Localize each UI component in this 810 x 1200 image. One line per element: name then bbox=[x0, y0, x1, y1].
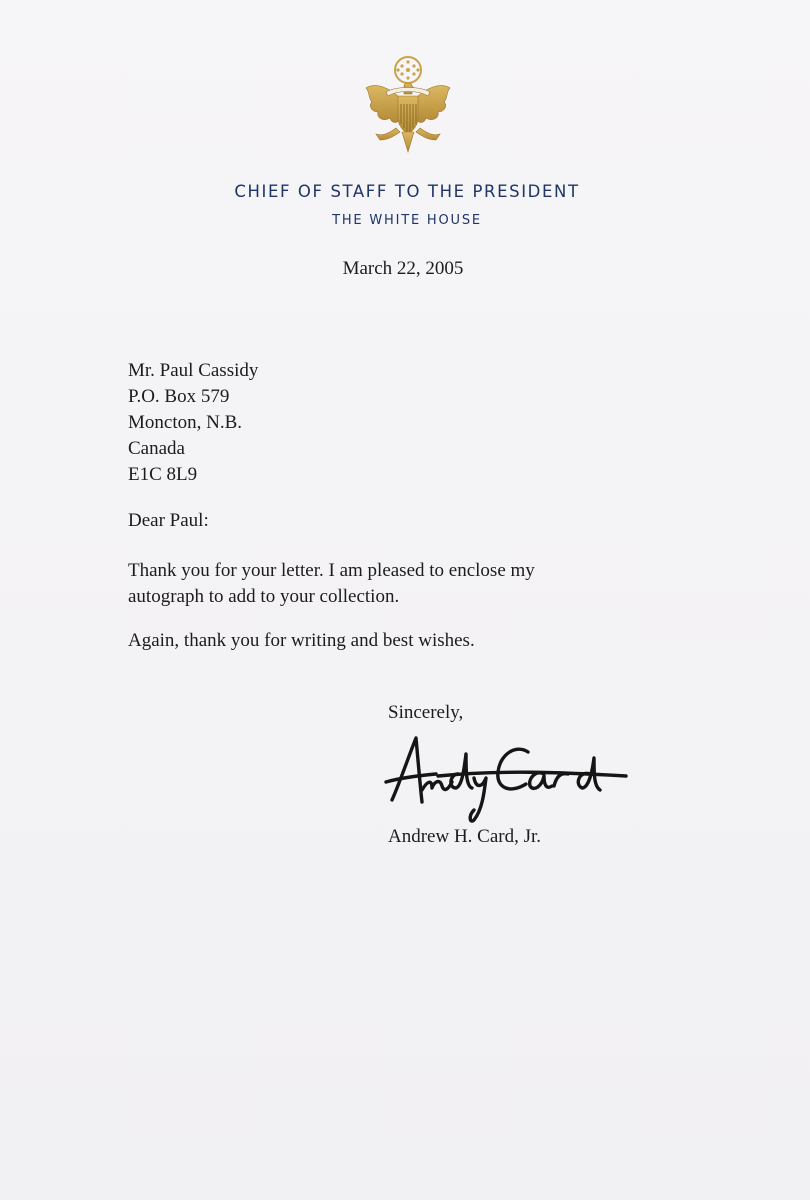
recipient-city: Moncton, N.B. bbox=[128, 412, 242, 433]
recipient-name: Mr. Paul Cassidy bbox=[128, 360, 259, 381]
body-paragraph-1 bbox=[128, 558, 535, 610]
recipient-country: Canada bbox=[128, 438, 185, 459]
body-line: Thank you for your letter. I am pleased to enclose my bbox=[128, 560, 535, 581]
salutation: Dear Paul: bbox=[128, 510, 209, 531]
body-line: Again, thank you for writing and best wishes. bbox=[128, 630, 475, 651]
recipient-postal-code: E1C 8L9 bbox=[128, 464, 198, 485]
body-line: autograph to add to your collection. bbox=[128, 586, 400, 607]
signer-name: Andrew H. Card, Jr. bbox=[388, 826, 542, 847]
body-paragraph-2 bbox=[128, 630, 475, 652]
office-title: CHIEF OF STAFF TO THE PRESIDENT bbox=[234, 182, 580, 201]
handwritten-signature-icon bbox=[378, 730, 638, 830]
office-subtitle: THE WHITE HOUSE bbox=[332, 213, 482, 228]
presidential-seal-icon bbox=[360, 52, 456, 162]
closing: Sincerely, bbox=[388, 702, 464, 723]
letter-date: March 22, 2005 bbox=[342, 258, 464, 279]
recipient-street: P.O. Box 579 bbox=[128, 386, 230, 407]
recipient-address bbox=[128, 358, 258, 488]
